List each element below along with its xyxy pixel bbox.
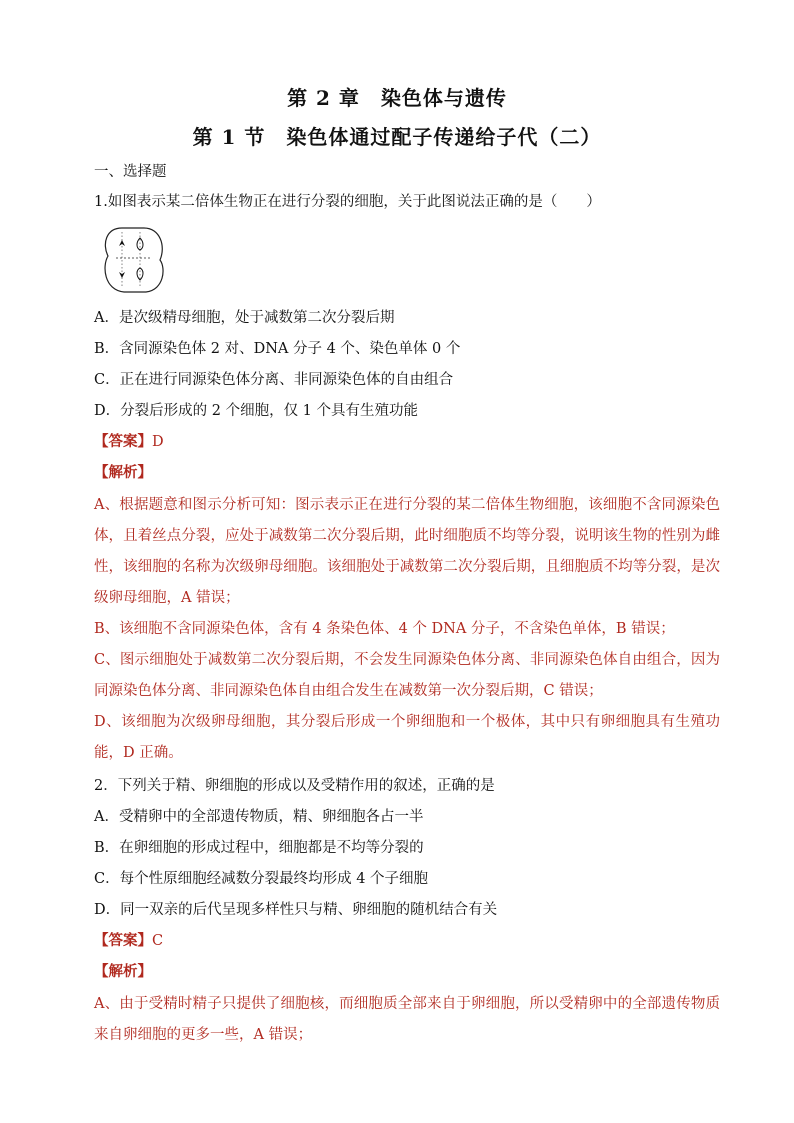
q1-analysis-b: B、该细胞不含同源染色体，含有 4 条染色体、4 个 DNA 分子，不含染色单体，B 错误； (94, 621, 675, 637)
q1-analysis-d: D、该细胞为次级卵母细胞，其分裂后形成一个卵细胞和一个极体，其中只有卵细胞具有生殖功能，D 正确。 (94, 714, 720, 761)
cell-membrane (105, 228, 163, 292)
answer-value: C (152, 933, 164, 949)
section-title: 第 1 节 染色体通过配子传递给子代（二） (192, 125, 602, 149)
q1-analysis-a: A、根据题意和图示分析可知：图示表示正在进行分裂的某二倍体生物细胞，该细胞不含同源染色体，且着丝点分裂，应处于减数第二次分裂后期，此时细胞质不均等分裂，说明该生物的性别为雌性，该细胞的名称为次级卵母细胞。该细胞处于减数第二次分裂后期，且细胞质不均等分裂，是次级卵母细胞，A 错误； (94, 497, 720, 606)
q1-stem: 1.如图表示某二倍体生物正在进行分裂的细胞，关于此图说法正确的是（ ） (94, 194, 601, 210)
q2-option-c: C．每个性原细胞经减数分裂最终均形成 4 个子细胞 (94, 871, 429, 887)
chromosome (119, 272, 125, 278)
answer-label: 【答案】 (94, 932, 152, 949)
q1-analysis-c: C、图示细胞处于减数第二次分裂后期，不会发生同源染色体分离、非同源染色体自由组合，因为同源染色体分离、非同源染色体自由组合发生在减数第一次分裂后期，C 错误； (94, 652, 720, 699)
section-label: 一、选择题 (94, 164, 167, 180)
chromosome (119, 240, 125, 246)
q2-option-b: B．在卵细胞的形成过程中，细胞都是不均等分裂的 (94, 840, 424, 856)
q1-option-c: C．正在进行同源染色体分离、非同源染色体的自由组合 (94, 372, 454, 388)
chapter-title: 第 2 章 染色体与遗传 (287, 86, 507, 110)
q2-answer (94, 931, 734, 951)
q1-option-b: B．含同源染色体 2 对、DNA 分子 4 个、染色单体 0 个 (94, 341, 461, 357)
q2-stem: 2．下列关于精、卵细胞的形成以及受精作用的叙述，正确的是 (94, 778, 495, 794)
q2-analysis-a: A、由于受精时精子只提供了细胞核，而细胞质全部来自于卵细胞，所以受精卵中的全部遗传物质来自卵细胞的更多一些，A 错误； (94, 996, 720, 1043)
answer-value: D (152, 434, 164, 450)
q2-option-d: D．同一双亲的后代呈现多样性只与精、卵细胞的随机结合有关 (94, 902, 498, 918)
q2-option-a: A．受精卵中的全部遗传物质，精、卵细胞各占一半 (94, 809, 424, 825)
q1-option-a: A．是次级精母细胞，处于减数第二次分裂后期 (94, 310, 395, 326)
q1-analysis-label: 【解析】 (94, 464, 152, 481)
q1-option-d: D．分裂后形成的 2 个细胞，仅 1 个具有生殖功能 (94, 403, 419, 419)
q1-answer (94, 432, 734, 452)
dividing-cell-figure (100, 222, 168, 298)
answer-label: 【答案】 (94, 433, 152, 450)
q2-analysis-label: 【解析】 (94, 963, 152, 980)
